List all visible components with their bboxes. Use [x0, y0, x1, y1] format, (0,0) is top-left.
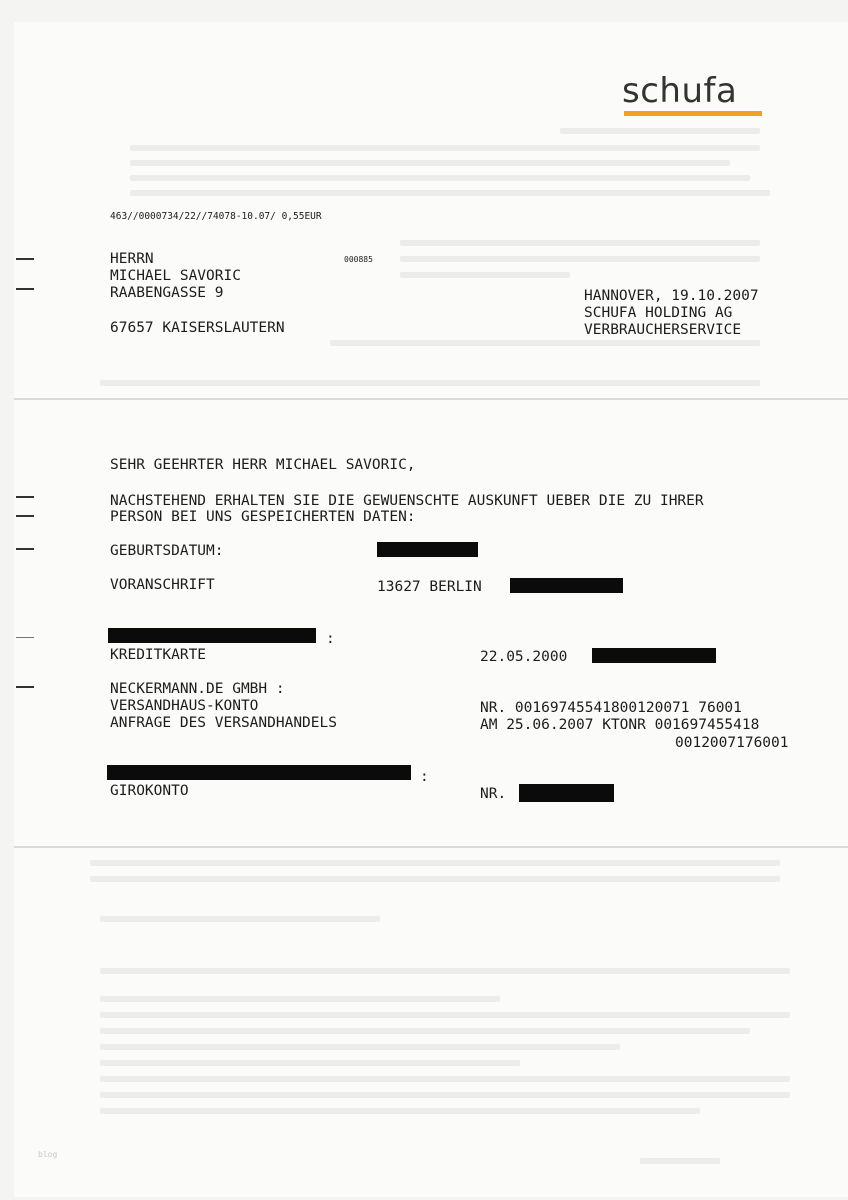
redaction-bar: [377, 542, 478, 557]
redaction-bar: [107, 765, 411, 780]
show-through-line: [100, 1012, 790, 1018]
sender-company: SCHUFA HOLDING AG: [584, 305, 733, 321]
show-through-line: [100, 968, 790, 974]
logo-wordmark: schufa: [622, 71, 738, 111]
counter-number: 000885: [344, 255, 373, 264]
recipient-name: MICHAEL SAVORIC: [110, 268, 241, 284]
margin-mark: [16, 686, 34, 688]
reference-line: 463//0000734/22//74078-10.07/ 0,55EUR: [110, 211, 322, 222]
entry2-continuation: 0012007176001: [675, 735, 789, 751]
show-through-line: [560, 128, 760, 134]
entry2-account-type: VERSANDHAUS-KONTO: [110, 698, 259, 714]
redaction-bar: [108, 628, 316, 643]
margin-mark: [16, 637, 34, 638]
show-through-line: [400, 240, 760, 246]
show-through-line: [400, 272, 570, 278]
sender-department: VERBRAUCHERSERVICE: [584, 322, 742, 338]
recipient-city: 67657 KAISERSLAUTERN: [110, 320, 285, 336]
letter-paper: [14, 22, 848, 1197]
entry2-number: NR. 00169745541800120071 76001: [480, 700, 742, 716]
logo-accent-bar: [624, 111, 762, 116]
intro-line-2: PERSON BEI UNS GESPEICHERTEN DATEN:: [110, 509, 416, 525]
entry3-colon: :: [420, 769, 429, 785]
margin-mark: [16, 548, 34, 550]
show-through-line: [400, 256, 760, 262]
show-through-line: [100, 1076, 790, 1082]
redaction-bar: [519, 784, 614, 802]
show-through-line: [330, 340, 760, 346]
sender-place-date: HANNOVER, 19.10.2007: [584, 288, 759, 304]
show-through-line: [100, 1028, 750, 1034]
entry3-type: GIROKONTO: [110, 783, 189, 799]
entry2-date-line: AM 25.06.2007 KTONR 001697455418: [480, 717, 760, 733]
show-through-line: [100, 1060, 520, 1066]
schufa-logo: [622, 72, 767, 118]
show-through-line: [90, 860, 780, 866]
entry1-colon: :: [326, 631, 335, 647]
previous-address-value: 13627 BERLIN: [377, 579, 482, 595]
entry1-date: 22.05.2000: [480, 649, 568, 665]
show-through-line: [100, 380, 760, 386]
recipient-street: RAABENGASSE 9: [110, 285, 224, 301]
show-through-line: [100, 916, 380, 922]
show-through-line: [640, 1158, 720, 1164]
entry2-inquiry: ANFRAGE DES VERSANDHANDELS: [110, 715, 337, 731]
margin-mark: [16, 258, 34, 260]
redaction-bar: [592, 648, 716, 663]
entry2-company: NECKERMANN.DE GMBH :: [110, 681, 285, 697]
margin-mark: [16, 515, 34, 517]
show-through-line: [100, 1044, 620, 1050]
fold-line-bottom: [14, 846, 848, 848]
show-through-line: [130, 190, 770, 196]
redaction-bar: [510, 578, 623, 593]
fold-line-top: [14, 398, 848, 400]
margin-mark: [16, 496, 34, 498]
previous-address-label: VORANSCHRIFT: [110, 577, 215, 593]
intro-line-1: NACHSTEHEND ERHALTEN SIE DIE GEWUENSCHTE AUSKUNFT UEBER DIE ZU IHRER: [110, 493, 704, 509]
show-through-line: [100, 996, 500, 1002]
show-through-line: [100, 1108, 700, 1114]
entry1-type: KREDITKARTE: [110, 647, 207, 663]
entry3-number-label: NR.: [480, 786, 507, 802]
show-through-line: [90, 876, 780, 882]
margin-mark: [16, 288, 34, 290]
recipient-salutation: HERRN: [110, 251, 154, 267]
show-through-line: [130, 145, 760, 151]
show-through-line: [130, 160, 730, 166]
watermark-text: blog: [38, 1150, 58, 1159]
birth-date-label: GEBURTSDATUM:: [110, 543, 224, 559]
show-through-line: [100, 1092, 790, 1098]
show-through-line: [130, 175, 750, 181]
letter-greeting: SEHR GEEHRTER HERR MICHAEL SAVORIC,: [110, 457, 416, 473]
